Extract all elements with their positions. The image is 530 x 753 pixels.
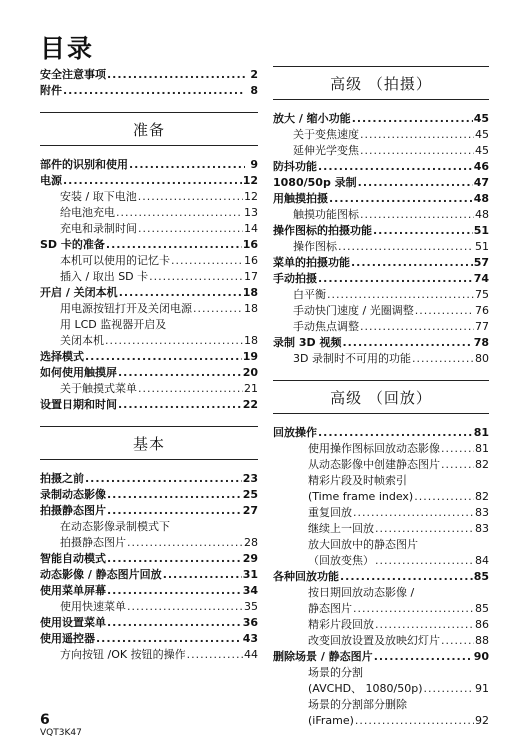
document-code: VQT3K47 xyxy=(40,728,82,738)
dot-leader xyxy=(375,554,474,568)
toc-entry-text: 按日期回放动态影像 / xyxy=(308,586,415,599)
toc-entry[interactable] xyxy=(273,110,489,126)
toc-entry-text: 防抖功能 xyxy=(273,160,317,173)
toc-entry-page: 8 xyxy=(250,84,258,97)
toc-entry-page: 90 xyxy=(473,650,489,663)
toc-entry[interactable] xyxy=(40,332,258,348)
toc-entry-page: 85 xyxy=(473,570,489,583)
section-header-prep: 准备 xyxy=(40,112,258,146)
toc-entry-page: 14 xyxy=(244,222,258,235)
toc-entry[interactable] xyxy=(40,172,258,188)
toc-entry[interactable] xyxy=(273,222,489,238)
dot-leader xyxy=(351,256,473,270)
toc-entry[interactable] xyxy=(273,158,489,174)
toc-entry-page: 57 xyxy=(473,256,489,269)
toc-entry-page: 91 xyxy=(475,682,489,695)
dot-leader xyxy=(318,160,473,174)
toc-entry[interactable] xyxy=(40,566,258,582)
toc-entry-page: 25 xyxy=(242,488,258,501)
dot-leader xyxy=(118,366,242,380)
toc-entry[interactable] xyxy=(273,552,489,568)
dot-leader xyxy=(118,398,242,412)
dot-leader xyxy=(187,648,243,662)
dot-leader xyxy=(415,304,474,318)
toc-entry-text: 手动拍摄 xyxy=(273,272,317,285)
toc-entry-page: 35 xyxy=(244,600,258,613)
toc-entry[interactable] xyxy=(273,190,489,206)
toc-entry[interactable] xyxy=(273,632,489,648)
toc-entry-text: 白平衡 xyxy=(293,288,326,301)
toc-entry-text: 在动态影像录制模式下 xyxy=(60,520,170,533)
toc-entry[interactable] xyxy=(273,520,489,536)
toc-entry[interactable] xyxy=(273,504,489,520)
dot-leader xyxy=(138,382,243,396)
dot-leader xyxy=(412,352,474,366)
dot-leader xyxy=(353,506,474,520)
toc-entry[interactable] xyxy=(40,82,258,98)
dot-leader xyxy=(127,536,243,550)
toc-entry-page: 82 xyxy=(475,490,489,503)
adv-play-entries xyxy=(273,424,489,728)
toc-entry[interactable] xyxy=(40,236,258,252)
toc-entry-text: 操作图标 xyxy=(293,240,337,253)
dot-leader xyxy=(149,270,243,284)
toc-entry-text: 用触摸拍摄 xyxy=(273,192,328,205)
toc-entry[interactable] xyxy=(273,664,489,680)
toc-entry[interactable] xyxy=(40,396,258,412)
dot-leader xyxy=(373,224,473,238)
dot-leader xyxy=(318,426,473,440)
toc-entry-text: 本机可以使用的记忆卡 xyxy=(60,254,170,267)
toc-entry-page: 16 xyxy=(242,238,258,251)
left-column xyxy=(40,66,258,662)
toc-entry-page: 20 xyxy=(242,366,258,379)
dot-leader xyxy=(171,254,243,268)
section-header-basic: 基本 xyxy=(40,426,258,460)
dot-leader xyxy=(355,714,474,728)
dot-leader xyxy=(374,650,473,664)
toc-entry-text: 电源 xyxy=(40,174,62,187)
toc-entry[interactable] xyxy=(273,318,489,334)
toc-entry-page: 12 xyxy=(242,174,258,187)
toc-entry-page: 75 xyxy=(475,288,489,301)
prep-entries xyxy=(40,156,258,412)
toc-entry-page: 31 xyxy=(242,568,258,581)
toc-entry-page: 44 xyxy=(244,648,258,661)
toc-entry-text: （回放变焦） xyxy=(308,554,374,567)
toc-entry-page: 9 xyxy=(250,158,258,171)
toc-entry[interactable] xyxy=(273,536,489,552)
toc-entry[interactable] xyxy=(40,486,258,502)
toc-entry-page: 45 xyxy=(473,112,489,125)
toc-entry-page: 13 xyxy=(244,206,258,219)
toc-entry-text: 拍摄静态图片 xyxy=(40,504,106,517)
toc-entry-page: 51 xyxy=(475,240,489,253)
toc-entry[interactable] xyxy=(40,630,258,646)
toc-entry-text: 菜单的拍摄功能 xyxy=(273,256,350,269)
toc-entry-page: 34 xyxy=(242,584,258,597)
toc-entry-page: 82 xyxy=(475,458,489,471)
toc-entry-text: 安装 / 取下电池 xyxy=(60,190,137,203)
dot-leader xyxy=(327,288,474,302)
dot-leader xyxy=(353,602,474,616)
toc-entry[interactable] xyxy=(40,502,258,518)
dot-leader xyxy=(85,350,242,364)
toc-entry-page: 18 xyxy=(242,286,258,299)
toc-entry[interactable] xyxy=(273,286,489,302)
toc-entry[interactable] xyxy=(273,174,489,190)
dot-leader xyxy=(360,144,474,158)
toc-entry-text: 1080/50p 录制 xyxy=(273,176,357,189)
dot-leader xyxy=(116,206,243,220)
toc-entry-text: 场景的分割 xyxy=(308,666,363,679)
dot-leader xyxy=(163,568,242,582)
toc-entry-page: 22 xyxy=(242,398,258,411)
toc-entry-text: 延伸光学变焦 xyxy=(293,144,359,157)
toc-entry[interactable] xyxy=(273,334,489,350)
toc-entry-text: 插入 / 取出 SD 卡 xyxy=(60,270,149,283)
toc-entry-page: 92 xyxy=(475,714,489,727)
toc-entry-page: 83 xyxy=(475,522,489,535)
dot-leader xyxy=(119,286,242,300)
toc-entry-text: 拍摄之前 xyxy=(40,472,84,485)
toc-entry-page: 36 xyxy=(242,616,258,629)
toc-entry-text: 部件的识别和使用 xyxy=(40,158,128,171)
right-column xyxy=(273,66,489,728)
toc-entry-text: 放大 / 缩小功能 xyxy=(273,112,351,125)
dot-leader xyxy=(129,158,245,172)
toc-entry[interactable] xyxy=(273,584,489,600)
toc-entry-text: 静态图片 xyxy=(308,602,352,615)
toc-entry[interactable] xyxy=(40,300,258,316)
dot-leader xyxy=(106,238,242,252)
toc-entry[interactable] xyxy=(273,126,489,142)
dot-leader xyxy=(138,222,243,236)
toc-entry[interactable] xyxy=(40,518,258,534)
toc-entry-text: 手动快门速度 / 光圈调整 xyxy=(293,304,414,317)
toc-entry-text: 录制 3D 视频 xyxy=(273,336,342,349)
toc-entry-page: 45 xyxy=(475,128,489,141)
toc-entry-page: 84 xyxy=(475,554,489,567)
toc-entry-text: 使用遥控器 xyxy=(40,632,95,645)
dot-leader xyxy=(358,176,473,190)
toc-entry[interactable] xyxy=(273,680,489,696)
toc-entry[interactable] xyxy=(273,142,489,158)
toc-entry-text: 选择模式 xyxy=(40,350,84,363)
toc-entry-page: 2 xyxy=(250,68,258,81)
toc-entry-page: 27 xyxy=(242,504,258,517)
toc-entry-text: 重复回放 xyxy=(308,506,352,519)
toc-entry-page: 43 xyxy=(242,632,258,645)
toc-entry[interactable] xyxy=(40,156,258,172)
toc-entry-text: 触摸功能图标 xyxy=(293,208,359,221)
dot-leader xyxy=(441,442,474,456)
basic-entries xyxy=(40,470,258,662)
toc-entry[interactable] xyxy=(273,568,489,584)
dot-leader xyxy=(127,600,243,614)
toc-entry-text: (iFrame) xyxy=(308,714,354,727)
toc-entry-text: 关闭本机 xyxy=(60,334,104,347)
toc-entry-page: 16 xyxy=(244,254,258,267)
toc-entry-text: 关于变焦速度 xyxy=(293,128,359,141)
toc-entry-text: 3D 录制时不可用的功能 xyxy=(293,352,411,365)
left-top-entries xyxy=(40,66,258,98)
toc-entry-text: 从动态影像中创建静态图片 xyxy=(308,458,440,471)
toc-entry-page: 21 xyxy=(244,382,258,395)
toc-entry-page: 12 xyxy=(244,190,258,203)
toc-entry-page: 88 xyxy=(475,634,489,647)
toc-entry-page: 48 xyxy=(475,208,489,221)
toc-entry-page: 18 xyxy=(244,334,258,347)
toc-entry-page: 77 xyxy=(475,320,489,333)
toc-entry-page: 76 xyxy=(475,304,489,317)
toc-entry[interactable] xyxy=(40,598,258,614)
toc-entry-text: 放大回放中的静态图片 xyxy=(308,538,418,551)
toc-entry-text: 拍摄静态图片 xyxy=(60,536,126,549)
dot-leader xyxy=(375,618,474,632)
toc-entry[interactable] xyxy=(40,614,258,630)
dot-leader xyxy=(105,334,243,348)
toc-entry[interactable] xyxy=(40,284,258,300)
adv-rec-entries xyxy=(273,110,489,366)
toc-entry[interactable] xyxy=(273,472,489,488)
toc-entry-page: 78 xyxy=(473,336,489,349)
toc-entry-text: 设置日期和时间 xyxy=(40,398,117,411)
toc-entry[interactable] xyxy=(40,316,258,332)
toc-entry-page: 23 xyxy=(242,472,258,485)
toc-entry[interactable] xyxy=(40,66,258,82)
dot-leader xyxy=(342,336,472,350)
toc-entry[interactable] xyxy=(273,648,489,664)
toc-entry[interactable] xyxy=(40,534,258,550)
toc-entry[interactable] xyxy=(273,456,489,472)
toc-entry-text: 给电池充电 xyxy=(60,206,115,219)
toc-entry[interactable] xyxy=(40,364,258,380)
toc-entry-text: (AVCHD、 1080/50p) xyxy=(308,682,423,695)
toc-entry-text: (Time frame index) xyxy=(308,490,414,503)
toc-entry-page: 81 xyxy=(475,442,489,455)
toc-entry-text: 使用菜单屏幕 xyxy=(40,584,106,597)
toc-entry-text: 各种回放功能 xyxy=(273,570,339,583)
dot-leader xyxy=(441,458,474,472)
dot-leader xyxy=(107,616,242,630)
toc-entry[interactable] xyxy=(40,268,258,284)
dot-leader xyxy=(441,634,474,648)
toc-entry[interactable] xyxy=(273,712,489,728)
toc-entry[interactable] xyxy=(273,600,489,616)
dot-leader xyxy=(63,84,245,98)
page-number: 6 xyxy=(40,712,50,728)
toc-entry[interactable] xyxy=(273,616,489,632)
toc-entry-text: 继续上一回放 xyxy=(308,522,374,535)
dot-leader xyxy=(338,240,474,254)
dot-leader xyxy=(107,552,242,566)
dot-leader xyxy=(360,128,474,142)
toc-entry-page: 45 xyxy=(475,144,489,157)
toc-entry[interactable] xyxy=(40,646,258,662)
toc-entry-text: 删除场景 / 静态图片 xyxy=(273,650,373,663)
toc-entry-text: 操作图标的拍摄功能 xyxy=(273,224,372,237)
toc-entry[interactable] xyxy=(40,550,258,566)
toc-entry[interactable] xyxy=(40,470,258,486)
toc-entry-page: 74 xyxy=(473,272,489,285)
dot-leader xyxy=(424,682,474,696)
toc-entry[interactable] xyxy=(273,302,489,318)
toc-entry-text: 改变回放设置及放映幻灯片 xyxy=(308,634,440,647)
toc-entry-page: 83 xyxy=(475,506,489,519)
toc-entry-text: 安全注意事项 xyxy=(40,68,106,81)
toc-entry[interactable] xyxy=(273,350,489,366)
toc-entry-text: 如何使用触摸屏 xyxy=(40,366,117,379)
toc-entry-text: 使用设置菜单 xyxy=(40,616,106,629)
dot-leader xyxy=(85,472,242,486)
dot-leader xyxy=(193,302,243,316)
toc-entry-page: 29 xyxy=(242,552,258,565)
toc-entry-page: 46 xyxy=(473,160,489,173)
toc-entry-text: 精彩片段及时帧索引 xyxy=(308,474,407,487)
toc-entry-text: 附件 xyxy=(40,84,62,97)
toc-entry-text: 用电源按钮打开及关闭电源 xyxy=(60,302,192,315)
dot-leader xyxy=(107,504,242,518)
dot-leader xyxy=(107,68,245,82)
toc-entry-page: 19 xyxy=(242,350,258,363)
toc-entry[interactable] xyxy=(273,238,489,254)
toc-entry[interactable] xyxy=(40,348,258,364)
toc-entry-text: 使用快速菜单 xyxy=(60,600,126,613)
dot-leader xyxy=(107,584,242,598)
toc-entry[interactable] xyxy=(273,270,489,286)
toc-entry-text: SD 卡的准备 xyxy=(40,238,105,251)
toc-entry-text: 手动焦点调整 xyxy=(293,320,359,333)
toc-entry-page: 85 xyxy=(475,602,489,615)
toc-entry[interactable] xyxy=(273,254,489,270)
toc-entry[interactable] xyxy=(40,252,258,268)
toc-entry-text: 用 LCD 监视器开启及 xyxy=(60,318,167,331)
dot-leader xyxy=(329,192,473,206)
toc-entry[interactable] xyxy=(40,582,258,598)
dot-leader xyxy=(318,272,473,286)
toc-entry-page: 47 xyxy=(473,176,489,189)
toc-entry-text: 动态影像 / 静态图片回放 xyxy=(40,568,162,581)
dot-leader xyxy=(360,320,474,334)
toc-entry[interactable] xyxy=(40,188,258,204)
section-header-adv-rec: 高级 （拍摄） xyxy=(273,66,489,100)
dot-leader xyxy=(138,190,243,204)
toc-entry-text: 精彩片段回放 xyxy=(308,618,374,631)
dot-leader xyxy=(63,174,242,188)
toc-entry-page: 48 xyxy=(473,192,489,205)
toc-entry[interactable] xyxy=(273,488,489,504)
dot-leader xyxy=(107,488,242,502)
toc-entry-text: 开启 / 关闭本机 xyxy=(40,286,118,299)
toc-entry-page: 80 xyxy=(475,352,489,365)
toc-entry[interactable] xyxy=(273,206,489,222)
toc-entry-text: 录制动态影像 xyxy=(40,488,106,501)
toc-entry-text: 智能自动模式 xyxy=(40,552,106,565)
toc-entry-page: 28 xyxy=(244,536,258,549)
dot-leader xyxy=(340,570,473,584)
dot-leader xyxy=(352,112,473,126)
toc-entry-page: 17 xyxy=(244,270,258,283)
toc-entry-page: 81 xyxy=(473,426,489,439)
section-header-adv-play: 高级 （回放） xyxy=(273,380,489,414)
dot-leader xyxy=(360,208,474,222)
toc-entry-page: 86 xyxy=(475,618,489,631)
toc-entry-text: 方向按钮 /OK 按钮的操作 xyxy=(60,648,186,661)
toc-entry-text: 使用操作图标回放动态影像 xyxy=(308,442,440,455)
dot-leader xyxy=(96,632,242,646)
dot-leader xyxy=(375,522,474,536)
toc-entry-text: 关于触摸式菜单 xyxy=(60,382,137,395)
toc-entry-text: 充电和录制时间 xyxy=(60,222,137,235)
toc-entry[interactable] xyxy=(273,696,489,712)
toc-entry[interactable] xyxy=(40,204,258,220)
dot-leader xyxy=(414,490,474,504)
toc-entry[interactable] xyxy=(40,380,258,396)
page-title: 目录 xyxy=(40,34,95,63)
toc-entry-text: 回放操作 xyxy=(273,426,317,439)
toc-entry[interactable] xyxy=(40,220,258,236)
toc-entry[interactable] xyxy=(273,440,489,456)
toc-entry-page: 51 xyxy=(473,224,489,237)
toc-entry[interactable] xyxy=(273,424,489,440)
toc-entry-text: 场景的分割部分删除 xyxy=(308,698,407,711)
toc-entry-page: 18 xyxy=(244,302,258,315)
